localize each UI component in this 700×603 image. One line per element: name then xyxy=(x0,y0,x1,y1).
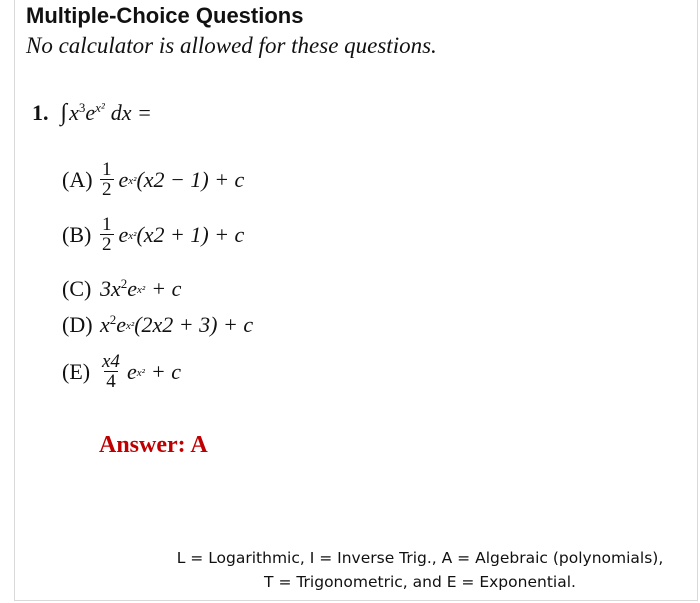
option-d[interactable] xyxy=(62,312,253,338)
question-e-exponent: x² xyxy=(95,100,105,115)
option-letter: (C) xyxy=(62,276,92,301)
option-coefficient-exponent: 2 xyxy=(120,276,128,291)
fraction xyxy=(100,160,114,199)
fraction-numerator: 1 xyxy=(102,159,112,180)
option-rest: (x2 − 1) + c xyxy=(136,166,245,192)
question-base-exponent: 3 xyxy=(78,100,86,115)
page-title: Multiple-Choice Questions xyxy=(26,3,304,28)
option-e: e xyxy=(118,166,129,192)
option-e: e xyxy=(116,312,127,337)
option-e-exponent: x² xyxy=(128,229,137,242)
question-differential: dx = xyxy=(110,100,152,125)
fraction-denominator: 2 xyxy=(102,179,112,200)
answer-label: Answer: A xyxy=(99,432,208,458)
option-e-exponent: x² xyxy=(128,174,137,187)
option-coefficient-exponent: 2 xyxy=(109,312,117,327)
option-rest: (x2 + 1) + c xyxy=(136,221,245,247)
fraction xyxy=(100,215,114,254)
fraction-numerator: x4 xyxy=(102,351,120,372)
fraction-denominator: 2 xyxy=(102,234,112,255)
question-number: 1. xyxy=(32,100,49,125)
option-a[interactable] xyxy=(62,160,244,199)
option-letter: (E) xyxy=(62,358,91,384)
fraction-denominator: 4 xyxy=(106,371,116,392)
note-line-1: L = Logarithmic, I = Inverse Trig., A = Algebraic (polynomials), xyxy=(176,549,664,567)
option-letter: (B) xyxy=(62,221,92,247)
fraction xyxy=(100,352,122,391)
option-e[interactable] xyxy=(62,352,181,391)
option-rest: + c xyxy=(151,276,182,301)
option-c[interactable] xyxy=(62,276,181,302)
note-line-2: T = Trigonometric, and E = Exponential. xyxy=(264,573,576,591)
question-e: e xyxy=(85,100,96,125)
option-e: e xyxy=(127,276,138,301)
option-letter: (A) xyxy=(62,166,93,192)
option-e: e xyxy=(118,221,129,247)
option-e-exponent: x² xyxy=(126,320,135,332)
question-base: x xyxy=(69,100,79,125)
option-rest: + c xyxy=(150,358,182,384)
option-letter: (D) xyxy=(62,312,93,337)
liate-note xyxy=(150,546,690,594)
option-coefficient: x xyxy=(100,312,110,337)
option-e: e xyxy=(126,358,137,384)
page-subtitle: No calculator is allowed for these questions. xyxy=(26,33,437,58)
option-rest: (2x2 + 3) + c xyxy=(134,312,254,337)
option-b[interactable] xyxy=(62,215,244,254)
option-e-exponent: x² xyxy=(137,284,146,296)
option-coefficient: 3x xyxy=(100,276,121,301)
option-e-exponent: x² xyxy=(136,366,145,379)
question-1 xyxy=(32,100,152,127)
integral-sign: ∫ xyxy=(60,100,68,126)
fraction-numerator: 1 xyxy=(102,214,112,235)
